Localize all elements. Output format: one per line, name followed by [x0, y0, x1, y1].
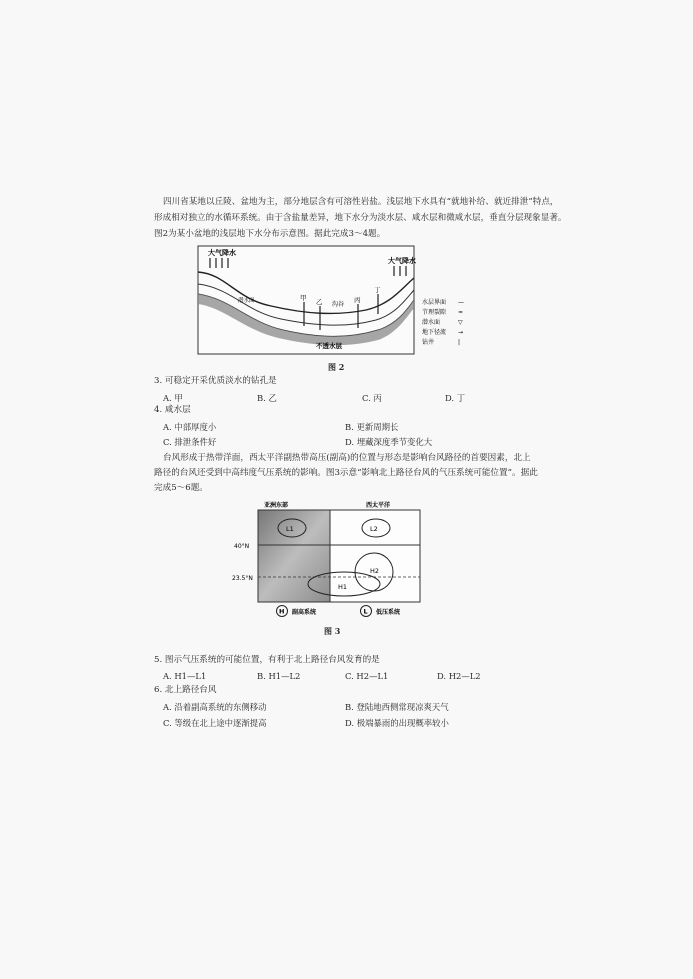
intro-line-3: 图2为某小盆地的浅层地下水分布示意图。据此完成3～4题。 — [154, 229, 386, 239]
figure-2-diagram — [186, 244, 476, 359]
header-west-pacific: 西太平洋 — [366, 502, 391, 509]
passage2-line-1: 台风形成于热带洋面，西太平洋副热带高压(副高)的位置与形态是影响台风路径的首要因素，北上 — [163, 453, 531, 463]
figure-3-caption: 图 3 — [324, 626, 341, 636]
legend-sym-3: ▽ — [458, 319, 463, 326]
legend-l-icon: L — [363, 607, 368, 616]
q5-option-c[interactable]: C. H2—L1 — [345, 671, 389, 681]
q3-option-b[interactable]: B. 乙 — [257, 393, 277, 403]
rain-left-label: 大气降水 — [208, 249, 236, 257]
q4-option-a[interactable]: A. 中部厚度小 — [163, 422, 217, 432]
figure-2-caption: 图 2 — [328, 362, 345, 372]
q5-option-b[interactable]: B. H1—L2 — [257, 671, 301, 681]
well-bing: 丙 — [354, 296, 361, 304]
q5-option-d[interactable]: D. H2—L2 — [437, 671, 481, 681]
rain-right-label: 大气降水 — [388, 257, 416, 265]
intro-line-1: 四川省某地以丘陵、盆地为主，部分地层含有可溶性岩盐。浅层地下水具有“就地补给、就近排泄”特点， — [163, 197, 559, 207]
q6-option-c[interactable]: C. 等级在北上途中逐渐提高 — [163, 718, 267, 728]
impermeable-label: 不透水层 — [316, 342, 342, 350]
system-l2: L2 — [370, 525, 378, 533]
q5-stem: 5. 图示气压系统的可能位置，有利于北上路径台风发育的是 — [154, 655, 380, 665]
asia-land-area — [258, 510, 330, 602]
valley-label: 沟谷 — [332, 301, 345, 308]
q6-option-b[interactable]: B. 登陆地西侧常现凉爽天气 — [345, 702, 449, 712]
passage2-line-3: 完成5～6题。 — [154, 483, 208, 493]
q3-option-a[interactable]: A. 甲 — [163, 393, 183, 403]
legend-l-label: 低压系统 — [376, 609, 401, 616]
well-yi: 乙 — [316, 298, 323, 306]
header-east-asia: 亚洲东部 — [264, 502, 289, 509]
q4-option-d[interactable]: D. 埋藏深度季节变化大 — [345, 437, 433, 447]
q3-option-d[interactable]: D. 丁 — [445, 393, 466, 403]
inner-water-table-label: 潜水面 — [238, 298, 255, 304]
q6-option-a[interactable]: A. 沿着副高系统的东侧移动 — [163, 702, 267, 712]
well-jia: 甲 — [300, 294, 307, 302]
q4-option-b[interactable]: B. 更新周期长 — [345, 422, 399, 432]
legend-sym-4: → — [458, 329, 464, 336]
system-h2: H2 — [370, 567, 380, 575]
system-h1: H1 — [338, 583, 348, 591]
intro-line-2: 形成相对独立的水循环系统。由于含盐量差异，地下水分为淡水层、咸水层和微咸水层，垂直分层现象显著。 — [154, 213, 567, 223]
legend-sym-1: — — [458, 299, 464, 306]
well-ding: 丁 — [374, 286, 381, 294]
q4-stem: 4. 咸水层 — [154, 405, 191, 415]
q3-stem: 3. 可稳定开采优质淡水的钻孔是 — [154, 376, 277, 386]
q6-stem: 6. 北上路径台风 — [154, 685, 217, 695]
passage2-line-2: 路径的台风还受到中高纬度气压系统的影响。图3示意“影响北上路径台风的气压系统可能位置”。据此 — [154, 468, 538, 478]
legend-h-icon: H — [279, 607, 285, 616]
legend-label-3: 潜水面 — [422, 319, 441, 326]
q3-option-c[interactable]: C. 丙 — [362, 393, 382, 403]
legend-label-4: 地下径流 — [422, 329, 447, 336]
legend-label-2: 节理裂隙 — [422, 309, 447, 316]
q5-option-a[interactable]: A. H1—L1 — [163, 671, 207, 681]
q6-option-d[interactable]: D. 极端暴雨的出现概率较小 — [345, 718, 449, 728]
legend-sym-2: ≈ — [458, 309, 464, 316]
legend-label-5: 钻井 — [422, 339, 435, 346]
legend-label-1: 水层界面 — [422, 299, 447, 306]
lat-23-label: 23.5°N — [232, 575, 253, 582]
figure-3-diagram — [232, 500, 427, 620]
legend-h-label: 副高系统 — [292, 609, 317, 616]
q4-option-c[interactable]: C. 排泄条件好 — [163, 437, 217, 447]
lat-40-label: 40°N — [234, 543, 250, 550]
system-l1: L1 — [286, 525, 294, 533]
legend-sym-5: | — [458, 339, 461, 346]
